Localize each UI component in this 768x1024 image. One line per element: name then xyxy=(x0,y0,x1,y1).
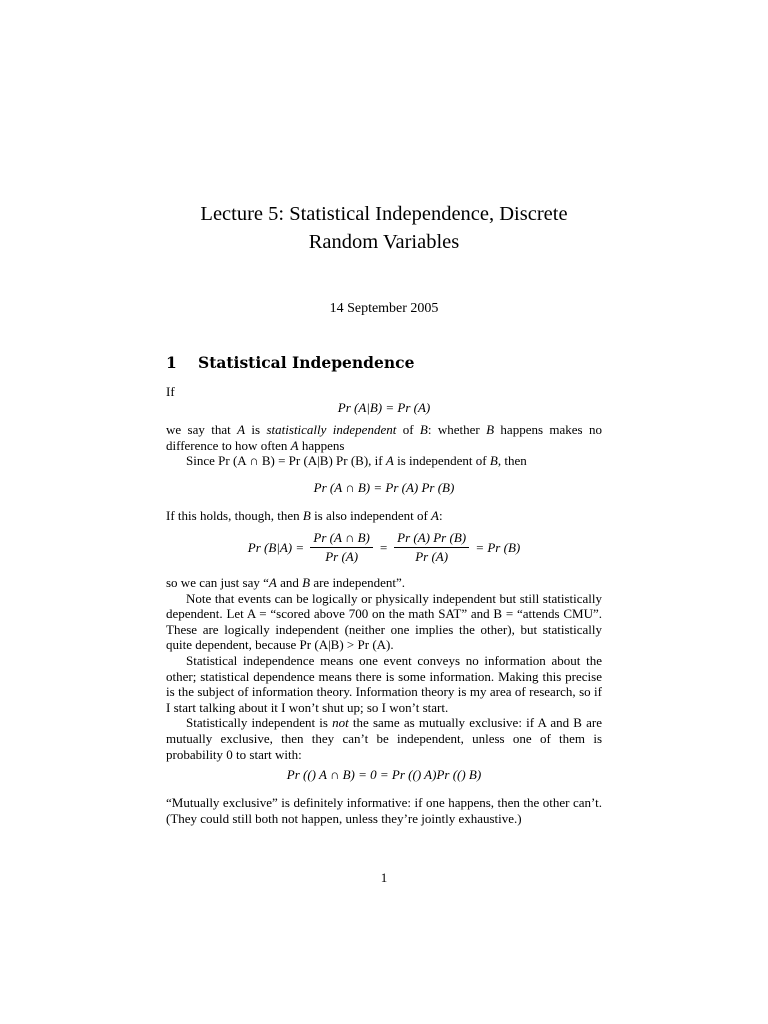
section-heading xyxy=(166,352,414,374)
paragraph-1: we say that A is statistically independent of B: whether B happens makes no difference to how often A happens Since Pr (A ∩ B) = Pr (A|B) Pr (B), if A is independent of B, then xyxy=(166,422,602,469)
fraction-2: $\frac{Pr (A) Pr (B)}{Pr (A)}$ xyxy=(394,530,469,565)
paragraph-4: so we can just say “A and B are independent”. Note that events can be logically or physically independent but still statistically dependent. Let A = “scored above 700 on the math SAT” and B = “attends CMU”. These are logically independent (neither one implies the other), but statistically quite dependent, because Pr (A|B) > Pr (A). Statistical independence means one event conveys no information about the other; statistical dependence means there is some information. Making this precise is the subject of information theory. Information theory is my area of research, so if I start talking about it I won’t shut up; so I won’t start. Statistically independent is not the same as mutually exclusive: if A and B are mutually exclusive, then they can’t be independent, unless one of them is probability 0 to start with: xyxy=(166,575,602,762)
document-date: 14 September 2005 xyxy=(329,301,439,316)
section-title: Statistical Independence xyxy=(198,353,415,372)
paragraph-6: Statistical independence means one event conveys no information about the other; statistical dependence means there is some information. Making this precise is the subject of information theory. Information theory is my area of research, so if I start talking about it I won’t shut up; so I won’t start. xyxy=(166,652,602,715)
equation-3: Pr (B|A) = $\frac{Pr (A \cap B)}{Pr (A)}$ = $\frac{Pr (A) Pr (B)}{Pr (A)}$ = Pr (B) xyxy=(247,530,521,564)
fraction-1: $\frac{Pr (A \cap B)}{Pr (A)}$ xyxy=(310,530,372,565)
equation-4: Pr (() A ∩ B) = 0 = Pr (() A)Pr (() B) xyxy=(286,767,482,782)
paragraph-if: If xyxy=(166,384,175,399)
paragraph-5: Note that events can be logically or physically independent but still statistically dependent. Let A = “scored above 700 on the math SAT” and B = “attends CMU”. These are logically independent (neither one implies the other), but statistically quite dependent, because Pr (A|B) > Pr (A). xyxy=(166,590,602,653)
document-title xyxy=(0,200,768,256)
title-line-2: Random Variables xyxy=(308,231,460,253)
paragraph-8: “Mutually exclusive” is definitely informative: if one happens, then the other can’t. (They could still both not happen, unless they’re jointly exhaustive.) xyxy=(166,795,602,826)
paragraph-7: Statistically independent is not the same as mutually exclusive: if A and B are mutually exclusive, then they can’t be independent, unless one of them is probability 0 to start with: xyxy=(166,715,602,762)
equation-1: Pr (A|B) = Pr (A) xyxy=(337,400,431,415)
title-line-1: Lecture 5: Statistical Independence, Discrete xyxy=(200,203,568,225)
section-number: 1 xyxy=(166,353,177,372)
equation-2: Pr (A ∩ B) = Pr (A) Pr (B) xyxy=(313,480,455,495)
page-number: 1 xyxy=(380,870,388,885)
paragraph-3: If this holds, though, then B is also independent of A: xyxy=(166,508,443,523)
